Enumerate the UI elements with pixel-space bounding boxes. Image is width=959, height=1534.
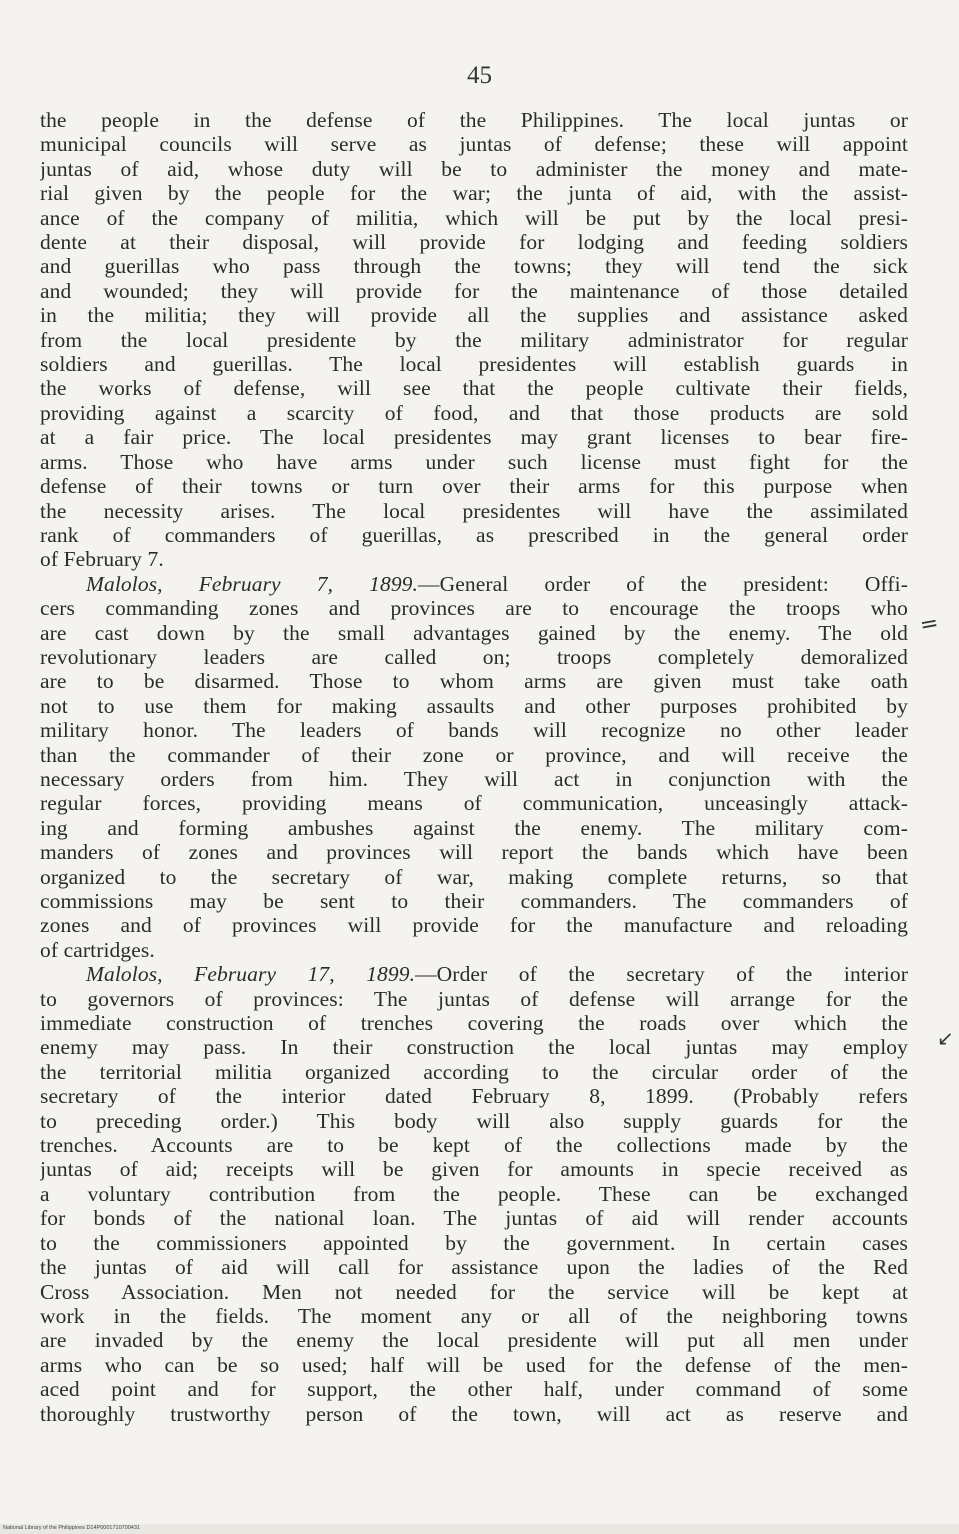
text-line: manders of zones and provinces will report the bands which have been (40, 840, 908, 865)
page-number: 45 (467, 62, 492, 89)
margin-annotation-mark: ↙ (937, 1026, 954, 1050)
text-line: than the commander of their zone or province, and will receive the (40, 742, 908, 767)
text-line: are cast down by the small advantages gained by the enemy. The old (40, 620, 908, 645)
text-line: municipal councils will serve as juntas of defense; these will appoint (40, 132, 908, 157)
text-line: the territorial militia organized according to the circular order of the (40, 1059, 908, 1084)
text-line (40, 962, 908, 986)
text-line: Cross Association. Men not needed for the service will be kept at (40, 1279, 908, 1304)
paragraph-heading: Malolos, February 7, 1899. (86, 571, 418, 596)
text-line: from the local presidente by the military administrator for regular (40, 327, 908, 352)
text-line (40, 572, 908, 596)
text-line: military honor. The leaders of bands will recognize no other leader (40, 718, 908, 743)
text-line-rest: —Order of the secretary of the interior (415, 962, 908, 987)
text-line: ing and forming ambushes against the enemy. The military com- (40, 815, 908, 840)
text-line: not to use them for making assaults and other purposes prohibited by (40, 693, 908, 718)
paragraph-heading: Malolos, February 17, 1899. (86, 962, 416, 987)
text-line: to governors of provinces: The juntas of defense will arrange for the (40, 986, 908, 1011)
text-line: of cartridges. (40, 937, 155, 962)
document-body (40, 108, 908, 1426)
text-line: and wounded; they will provide for the maintenance of those detailed (40, 278, 908, 303)
text-line: thoroughly trustworthy person of the town, will act as reserve and (40, 1401, 908, 1426)
text-line: dente at their disposal, will provide for lodging and feeding soldiers (40, 230, 908, 255)
text-line: juntas of aid, whose duty will be to administer the money and mate- (40, 156, 908, 181)
text-line: to preceding order.) This body will also supply guards for the (40, 1108, 908, 1133)
text-line: work in the fields. The moment any or all of the neighboring towns (40, 1303, 908, 1328)
text-line: enemy may pass. In their construction the local juntas may employ (40, 1035, 908, 1060)
text-line: the juntas of aid will call for assistance upon the ladies of the Red (40, 1255, 908, 1280)
text-line: organized to the secretary of war, making complete returns, so that (40, 864, 908, 889)
text-line: revolutionary leaders are called on; troops completely demoralized (40, 644, 908, 669)
text-line: ance of the company of militia, which will be put by the local presi- (40, 205, 908, 230)
text-line: immediate construction of trenches covering the roads over which the (40, 1011, 908, 1036)
text-line: regular forces, providing means of communication, unceasingly attack- (40, 791, 908, 816)
text-line: zones and of provinces will provide for the manufacture and reloading (40, 913, 908, 938)
text-line: the people in the defense of the Philippines. The local juntas or (40, 108, 908, 132)
text-line: arms. Those who have arms under such license must fight for the (40, 449, 908, 474)
text-line: rial given by the people for the war; the junta of aid, with the assist- (40, 181, 908, 206)
text-line: secretary of the interior dated February 8, 1899. (Probably refers (40, 1084, 908, 1109)
text-line: at a fair price. The local presidentes may grant licenses to bear fire- (40, 425, 908, 450)
text-line: for bonds of the national loan. The juntas of aid will render accounts (40, 1206, 908, 1231)
text-line: soldiers and guerillas. The local presidentes will establish guards in (40, 352, 908, 377)
text-line: the works of defense, will see that the people cultivate their fields, (40, 376, 908, 401)
text-line: and guerillas who pass through the towns; they will tend the sick (40, 254, 908, 279)
text-line: cers commanding zones and provinces are to encourage the troops who (40, 596, 908, 621)
text-line: the necessity arises. The local presidentes will have the assimilated (40, 498, 908, 523)
footer-credit: National Library of the Philippines D14P0001710700431 (3, 1525, 140, 1531)
text-line: commissions may be sent to their commanders. The commanders of (40, 889, 908, 913)
text-line: providing against a scarcity of food, and that those products are sold (40, 400, 908, 425)
text-line: a voluntary contribution from the people. These can be exchanged (40, 1181, 908, 1206)
text-line: necessary orders from him. They will act in conjunction with the (40, 766, 908, 791)
text-line: aced point and for support, the other half, under command of some (40, 1377, 908, 1402)
text-line: juntas of aid; receipts will be given for amounts in specie received as (40, 1157, 908, 1182)
text-line: are invaded by the enemy the local presidente will put all men under (40, 1328, 908, 1353)
text-line: trenches. Accounts are to be kept of the collections made by the (40, 1133, 908, 1158)
text-line: in the militia; they will provide all the supplies and assistance asked (40, 303, 908, 328)
text-line: to the commissioners appointed by the government. In certain cases (40, 1230, 908, 1255)
margin-annotation-mark: = (917, 610, 941, 639)
text-line: defense of their towns or turn over their arms for this purpose when (40, 474, 908, 499)
text-line: of February 7. (40, 547, 164, 572)
scan-bottom-strip (0, 1524, 959, 1534)
text-line-rest: —General order of the president: Offi- (418, 571, 908, 596)
text-line: arms who can be so used; half will be used for the defense of the men- (40, 1352, 908, 1377)
text-line: rank of commanders of guerillas, as prescribed in the general order (40, 522, 908, 547)
text-line: are to be disarmed. Those to whom arms are given must take oath (40, 669, 908, 694)
